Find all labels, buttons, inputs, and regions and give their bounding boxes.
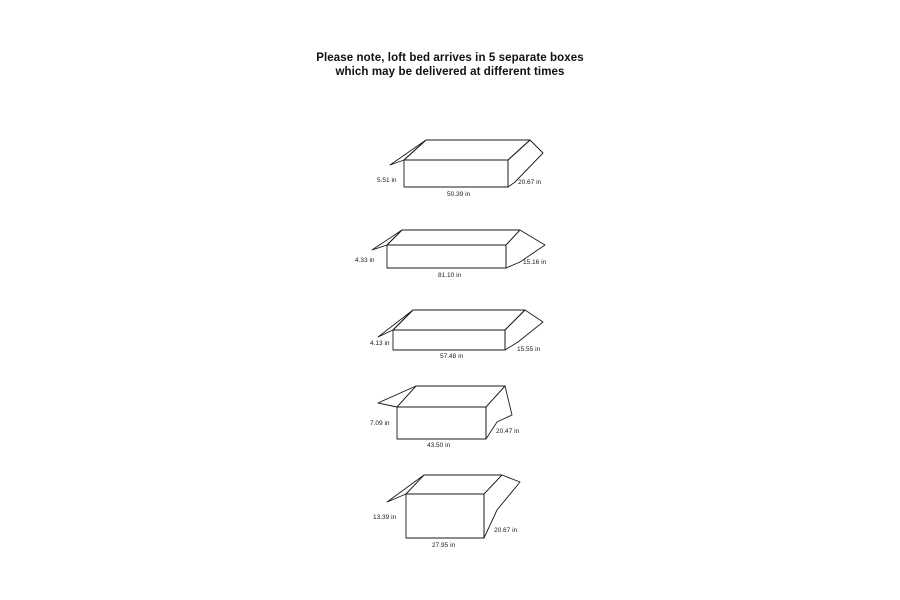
box-5 — [373, 475, 520, 549]
box-4-length-label: 43.50 in — [427, 442, 451, 449]
box-5-depth-label: 20.67 in — [494, 527, 518, 534]
box-4-height-label: 7.09 in — [370, 420, 390, 427]
box-5-length-label: 27.95 in — [432, 542, 456, 549]
box-2-top-face — [387, 230, 520, 245]
box-5-left-flap — [387, 475, 424, 502]
box-1 — [377, 140, 543, 198]
box-3-left-flap — [378, 310, 413, 337]
box-2-depth-label: 15.16 in — [523, 259, 547, 266]
box-1-length-label: 50.39 in — [447, 191, 471, 198]
box-2-length-label: 81.10 in — [438, 272, 462, 279]
box-4-front-face — [397, 407, 486, 439]
box-1-depth-label: 20.67 in — [518, 179, 542, 186]
box-2 — [355, 230, 547, 279]
box-1-left-flap — [390, 140, 426, 165]
box-4 — [370, 386, 520, 449]
box-3-top-face — [393, 310, 525, 330]
box-3-height-label: 4.13 in — [370, 340, 390, 347]
box-2-front-face — [387, 245, 506, 268]
box-3-right-flap — [505, 310, 543, 350]
box-5-height-label: 13.39 in — [373, 514, 397, 521]
notice-title-line-2: which may be delivered at different times — [335, 66, 565, 78]
box-5-front-face — [406, 494, 484, 538]
box-4-left-flap — [378, 386, 416, 407]
box-3 — [370, 310, 543, 360]
box-2-height-label: 4.33 in — [355, 257, 375, 264]
box-3-depth-label: 15.55 in — [517, 346, 541, 353]
box-3-length-label: 57.48 in — [440, 353, 464, 360]
box-3-front-face — [393, 330, 505, 350]
notice-title-line-1: Please note, loft bed arrives in 5 separate boxes — [316, 52, 584, 64]
box-4-depth-label: 20.47 in — [496, 428, 520, 435]
box-1-height-label: 5.51 in — [377, 177, 397, 184]
box-1-front-face — [404, 160, 508, 187]
